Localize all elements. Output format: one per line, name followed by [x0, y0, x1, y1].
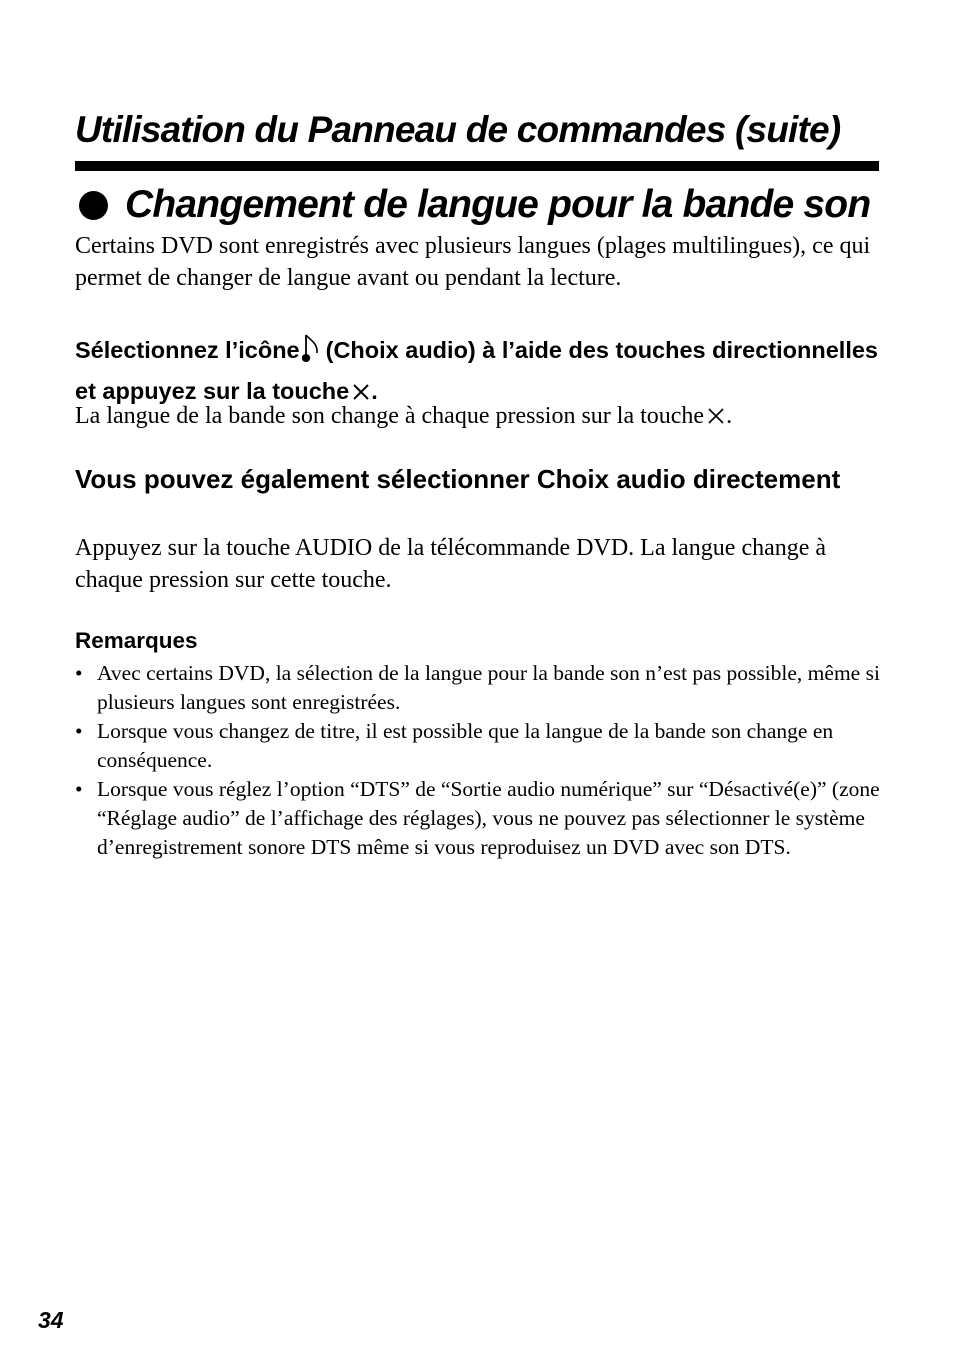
- step-description: [75, 400, 885, 434]
- list-item: [75, 659, 885, 717]
- page-number: 34: [38, 1307, 64, 1333]
- list-item: [75, 775, 885, 862]
- title-rule: [75, 161, 879, 171]
- page-title: Utilisation du Panneau de commandes (suite): [75, 109, 841, 150]
- bullet-icon: •: [75, 719, 83, 743]
- section-heading: [75, 180, 885, 230]
- sub-heading: Vous pouvez également sélectionner Choix audio directement: [75, 464, 841, 494]
- section-heading-text: Changement de langue pour la bande son: [125, 183, 871, 226]
- cross-button-icon: [707, 402, 725, 434]
- note-text: Lorsque vous changez de titre, il est possible que la langue de la bande son change en conséquence.: [97, 719, 834, 772]
- step-desc-text: La langue de la bande son change à chaque pression sur la touche: [75, 403, 705, 429]
- step-desc-end: .: [726, 403, 733, 429]
- step-title-end: .: [371, 378, 378, 404]
- sub-text: Appuyez sur la touche AUDIO de la télécommande DVD. La langue change à chaque pression sur cette touche.: [75, 535, 827, 593]
- section-intro: Certains DVD sont enregistrés avec plusieurs langues (plages multilingues), ce qui permet de changer de langue avant ou pendant la lecture.: [75, 233, 871, 291]
- bullet-icon: •: [75, 777, 83, 801]
- step-title-part1: Sélectionnez l’icône: [75, 337, 300, 363]
- notes-heading: Remarques: [75, 628, 198, 653]
- step-title-part2: (Choix audio) à l’aide des touches directionnelles et appuyez sur la touche: [75, 337, 878, 404]
- notes-list: [75, 659, 885, 862]
- bullet-icon: •: [75, 661, 83, 685]
- heading-bullet-icon: [79, 191, 108, 220]
- note-text: Avec certains DVD, la sélection de la langue pour la bande son n’est pas possible, même si plusieurs langues sont enregistrées.: [97, 661, 880, 714]
- music-note-icon: [302, 334, 322, 374]
- list-item: [75, 717, 885, 775]
- note-text: Lorsque vous réglez l’option “DTS” de “Sortie audio numérique” sur “Désactivé(e)” (zone “Réglage audio” de l’affichage des réglages), vous ne pouvez pas sélectionner le système d’enregistrement sonore DTS même si vous reproduisez un DVD avec son DTS.: [97, 777, 880, 859]
